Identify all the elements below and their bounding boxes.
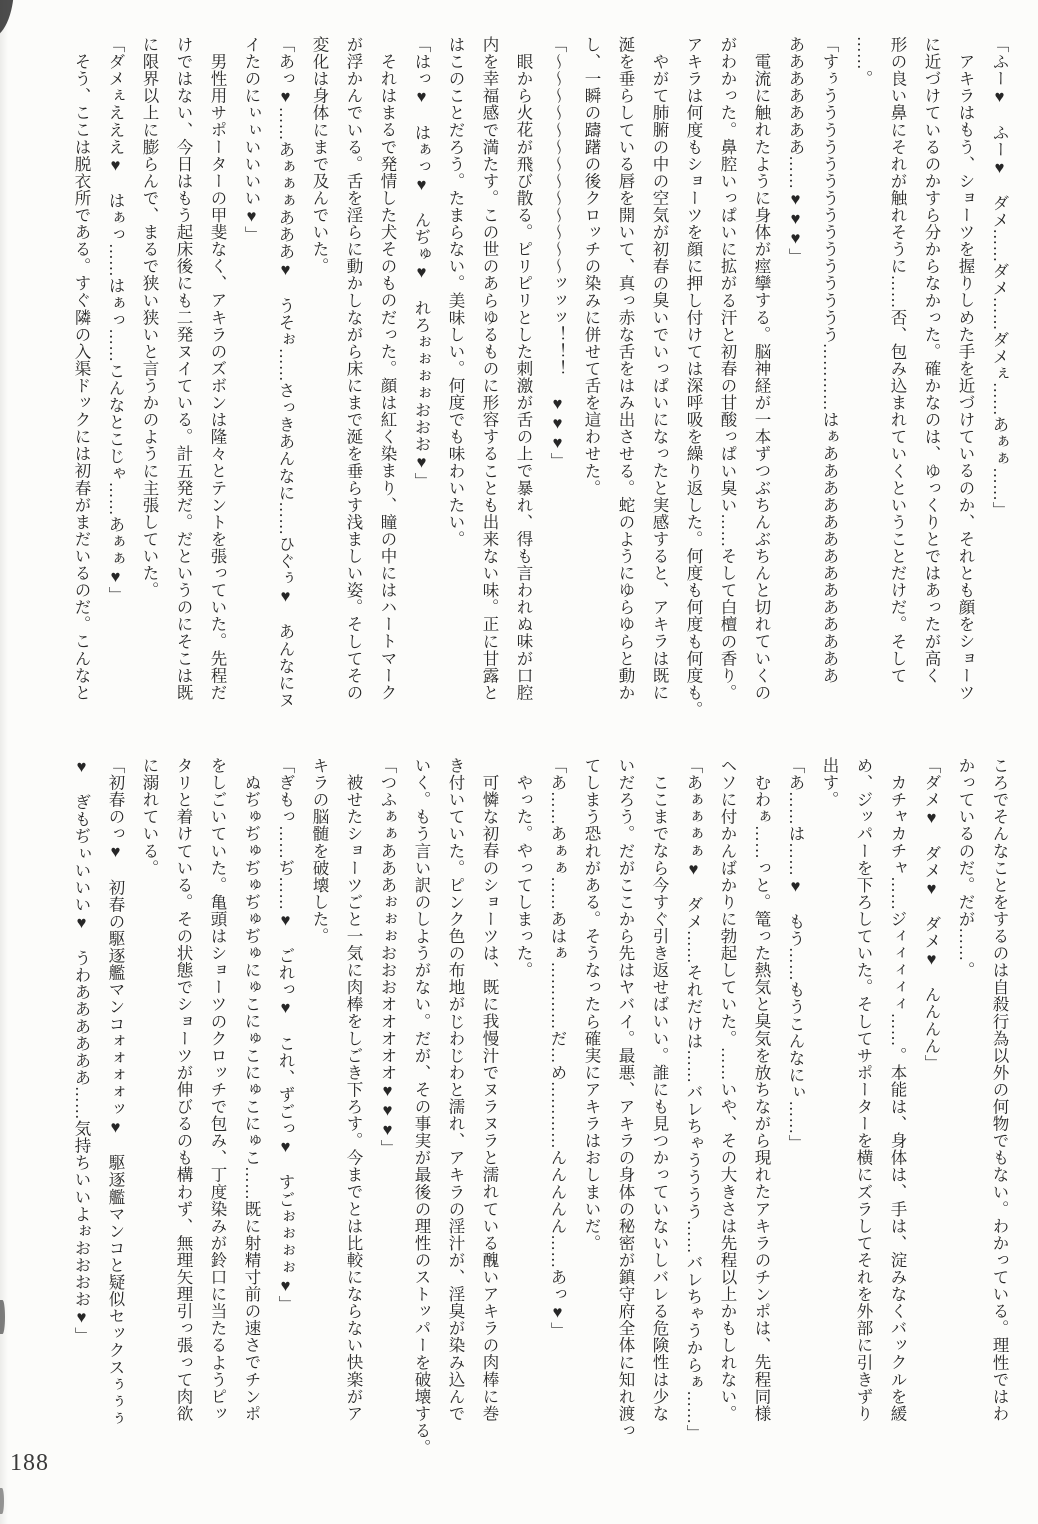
text-line: いだろう。だがここから先はヤバイ。最悪、アキラの身体の秘密が鎮守府全体に知れ渡っ (616, 757, 635, 1439)
text-line: 「〜〜〜〜〜〜〜〜〜〜〜〜〜ッッッ！！！ ♥♥♥」 (548, 36, 567, 470)
text-line: 「あぁぁぁぁ♥ ダメ……それだけは……バレちゃうううう……バレちゃうからぁ……」 (684, 757, 703, 1442)
text-line: 「はっ♥ はぁっ♥ んぢゅ♥ れろぉぉぉぉおおお♥」 (412, 36, 431, 490)
page-edge-shadow (0, 0, 8, 1524)
text-line: はこのことだろう。たまらない。美味しい。何度でも味わいたい。 (446, 36, 465, 548)
text-line: ころでそんなことをするのは自殺行為以外の何物でもない。わかっている。理性ではわ (990, 757, 1009, 1422)
text-line: に溺れている。 (140, 757, 159, 877)
text-line: 形の良い鼻にそれが触れそうに……否、包み込まれていくということだけだ。そして (888, 36, 907, 684)
text-line: けではない、今日はもう起床後にも二発ヌイている。計五発だ。だというのにそこは既 (174, 36, 193, 701)
text-line: め、ジッパーを下ろしていた。そしてサポーターを横にズラしてそれを外部に引きずり (854, 757, 873, 1422)
text-line: 涎を垂らしている唇を開いて、真っ赤な舌をはみ出させる。蛇のようにゆらゆらと動か (616, 36, 635, 701)
text-line: ……。 (854, 36, 873, 88)
text-line: き付いていた。ピンク色の布地がじわじわと濡れ、アキラの淫汁が、淫臭が染み込んで (446, 757, 465, 1422)
text-line: 男性用サポーターの甲斐なく、アキラのズボンは隆々とテントを張っていた。先程だ (208, 53, 227, 701)
text-line: やがて肺腑の中の空気が初春の臭いでいっぱいになったと実感すると、アキラは既に (650, 53, 669, 701)
text-line: タリと着けている。その状態でショーツが伸びるのも構わず、無理矢理引っ張って肉欲 (174, 757, 193, 1422)
text-line: 「あ……は……♥ もう……もうこんなにぃ……」 (786, 757, 805, 1152)
text-line: いく。もう言い訳のしようがない。だが、その事実が最後の理性のストッパーを破壊する。 (412, 757, 431, 1457)
text-line: そう、ここは脱衣所である。すぐ隣の入渠ドックには初春がまだいるのだ。こんなと (72, 53, 91, 701)
text-line: 変化は身体にまで及んでいた。 (310, 36, 329, 275)
text-line: それはまるで発情した犬そのものだった。顔は紅く染まり、瞳の中にはハートマーク (378, 53, 397, 701)
text-line: むわぁ……っと。篭った熱気と臭気を放ちながら現れたアキラのチンポは、先程同様 (752, 774, 771, 1422)
text-line: 内を幸福感で満たす。この世のあらゆるものに形容することも出来ない味。正に甘露と (480, 36, 499, 701)
text-line: 電流に触れたように身体が痙攣する。脳神経が一本ずつぶちんぶちんと切れていくの (752, 53, 771, 701)
text-line: てしまう恐れがある。そうなったら確実にアキラはおしまいだ。 (582, 757, 601, 1252)
text-line: 「初春のっ♥ 初春の駆逐艦マンコォォォォッ♥ 駆逐艦マンコと疑似セックスぅぅぅ (106, 757, 125, 1427)
text-line: に限界以上に膨らんで、まるで狭い狭いと言うかのように主張していた。 (140, 36, 159, 599)
text-block-top (64, 36, 1016, 736)
text-line: やった。やってしまった。 (514, 774, 533, 979)
text-line: 「あ……あぁぁ……あはぁ…………だ…め…………んんんんん……あっ♥」 (548, 757, 567, 1340)
text-line: アキラは何度もショーツを顔に押し付けては深呼吸を繰り返した。何度も何度も何度も。 (684, 36, 703, 718)
text-line: 眼から火花が飛び散る。ピリピリとした刺激が舌の上で暴れ、得も言われぬ味が口腔 (514, 53, 533, 701)
text-line: 「すぅううううううううううううううう…………はぁああああああああああああああ (820, 36, 839, 684)
page-number: 188 (10, 1450, 49, 1476)
text-line: アキラはもう、ショーツを握りしめた手を近づけているのか、それとも顔をショーツ (956, 53, 975, 701)
scan-artifact-left-edge (0, 1300, 5, 1334)
text-line: あああああああ……♥♥♥」 (786, 36, 805, 266)
text-line: が浮かんでいる。舌を淫らに動かしながら床にまで涎を垂らす浅ましい姿。そしてその (344, 36, 363, 701)
text-line: に近づけているのかすら分からなかった。確かなのは、ゆっくりとではあったが高く (922, 36, 941, 684)
text-line: 「つふぁぁあああぉぉぉおおおオオオオオ♥♥♥」 (378, 757, 397, 1157)
text-line: イたのにぃぃいいいい♥」 (242, 36, 261, 244)
text-line: 「あっ♥……あぁぁぁあああ♥ うそぉ……さっきあんなに……ひぐぅ♥ あんなにヌ (276, 36, 295, 709)
text-line: し、一瞬の躊躇の後クロッチの染みに併せて舌を這わせた。 (582, 36, 601, 497)
text-line: ぬぢゅぢゅぢゅぢゅぢゅにゅこにゅこにゅこにゅこ……既に射精寸前の速さでチンポ (242, 774, 261, 1422)
scan-artifact-bottom-left (0, 1488, 4, 1514)
text-line: 「ダメぇえええ♥ はぁっ……はぁっ……こんなとこじゃ……あぁぁ♥」 (106, 36, 125, 604)
text-line: ♥ ぎもぢぃいいい♥ うわああああああ……気持ちいいよぉおおおお♥」 (72, 757, 91, 1345)
text-line: 「ダメ♥ ダメ♥ ダメ♥ んんんん」 (922, 757, 941, 1072)
text-line: 被せたショーツごと一気に肉棒をしごき下ろす。今までとは比較にならない快楽がア (344, 774, 363, 1422)
text-line: ここまでなら今すぐ引き返せばいい。誰にも見つかっていないしバレる危険性は少な (650, 774, 669, 1422)
scan-artifact-corner (0, 0, 14, 38)
text-line: 「ふー♥ ふー♥ ダメ……ダメ……ダメぇ……あぁぁ……」 (990, 36, 1009, 519)
text-line: をしごいていた。亀頭はショーツのクロッチで包み、丁度染みが鈴口に当たるようピッ (208, 757, 227, 1422)
text-block-bottom (64, 757, 1016, 1465)
text-line: ヘソに付かんばかりに勃起していた。……いや、その大きさは先程以上かもしれない。 (718, 757, 737, 1422)
text-line: かっているのだ。だが……。 (956, 757, 975, 979)
text-line: 可憐な初春のショーツは、既に我慢汁でヌラヌラと濡れている醜いアキラの肉棒に巻 (480, 774, 499, 1422)
text-line: がわかった。鼻腔いっぱいに拡がる汗と初春の甘酸っぱい臭い……そして白檀の香り。 (718, 36, 737, 701)
text-line: 「ぎもっ……ぢ……♥ ごれっ♥ これ、ずごっ♥ すごぉぉぉぉ♥」 (276, 757, 295, 1313)
text-line: カチャカチャ……ジィィィィィ……。本能は、身体は、手は、淀みなくバックルを緩 (888, 774, 907, 1422)
text-line: キラの脳髄を破壊した。 (310, 757, 329, 945)
text-line: 出す。 (820, 757, 839, 809)
